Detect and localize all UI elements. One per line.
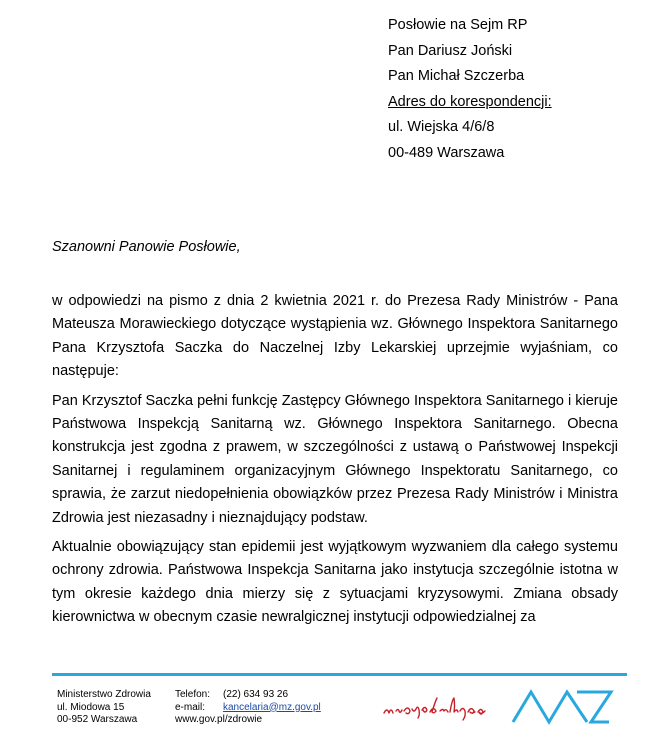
paragraph: Pan Krzysztof Saczka pełni funkcję Zastępcy Głównego Inspektora Sanitarnego i kieruje Państwowa Inspekcją Sanitarną wz. Głównego Inspektora Sanitarnego. Obecna konstrukcja jest zgodna z prawem, w szczególności z ustawą o Państwowej Inspekcji Sanitarnej i regulaminem organizacyjnym Głównego Inspektoratu Sanitarnego, co sprawia, że zarzut niedopełnienia obowiązków przez Prezesa Rady Ministrów i Ministra Zdrowia jest niezasadny i nieznajdujący podstaw. [52,392,618,526]
phone-label: Telefon: [175,689,211,700]
letter-body [52,290,618,636]
phone-row [175,689,321,702]
niepodlegla-signature-icon [382,693,490,723]
footer-divider [52,673,627,676]
email-link[interactable]: kancelaria@mz.gov.pl [223,701,321,713]
email-row [175,702,321,715]
email-label: e-mail: [175,701,206,713]
mz-logo-icon [511,686,621,726]
ministry-city: 00-952 Warszawa [57,714,138,725]
ministry-address [57,689,151,727]
salutation: Szanowni Panowie Posłowie, [52,239,241,255]
recipient-address [388,13,552,166]
recipient-line: 00-489 Warszawa [388,144,505,161]
paragraph: w odpowiedzi na pismo z dnia 2 kwietnia 2021 r. do Prezesa Rady Ministrów - Pana Mateusza Morawieckiego dotyczące wystąpienia wz. Głównego Inspektora Sanitarnego Pana Krzysztofa Saczka do Naczelnej Izby Lekarskiej uprzejmie wyjaśniam, co następuje: [52,293,618,380]
recipient-line: ul. Wiejska 4/6/8 [388,119,495,135]
paragraph: Aktualnie obowiązujący stan epidemii jest wyjątkowym wyzwaniem dla całego systemu ochrony zdrowia. Państwowa Inspekcja Sanitarna jako instytucja szczególnie istotna w tym okresie każdego dnia mierzy się z sytuacjami kryzysowymi. Zmiana obsady kierownictwa w obecnym czasie newralgicznej instytucji odpowiedzialnej za [52,539,618,626]
recipient-line: Pan Dariusz Joński [388,42,513,59]
ministry-contact [175,689,321,727]
recipient-line: Posłowie na Sejm RP [388,17,528,33]
phone-number: (22) 634 93 26 [223,689,289,700]
ministry-street: ul. Miodowa 15 [57,701,125,713]
correspondence-label: Adres do korespondencji: [388,93,552,110]
ministry-name: Ministerstwo Zdrowia [57,689,151,700]
recipient-line: Pan Michał Szczerba [388,68,525,84]
website-link[interactable]: www.gov.pl/zdrowie [175,714,263,725]
